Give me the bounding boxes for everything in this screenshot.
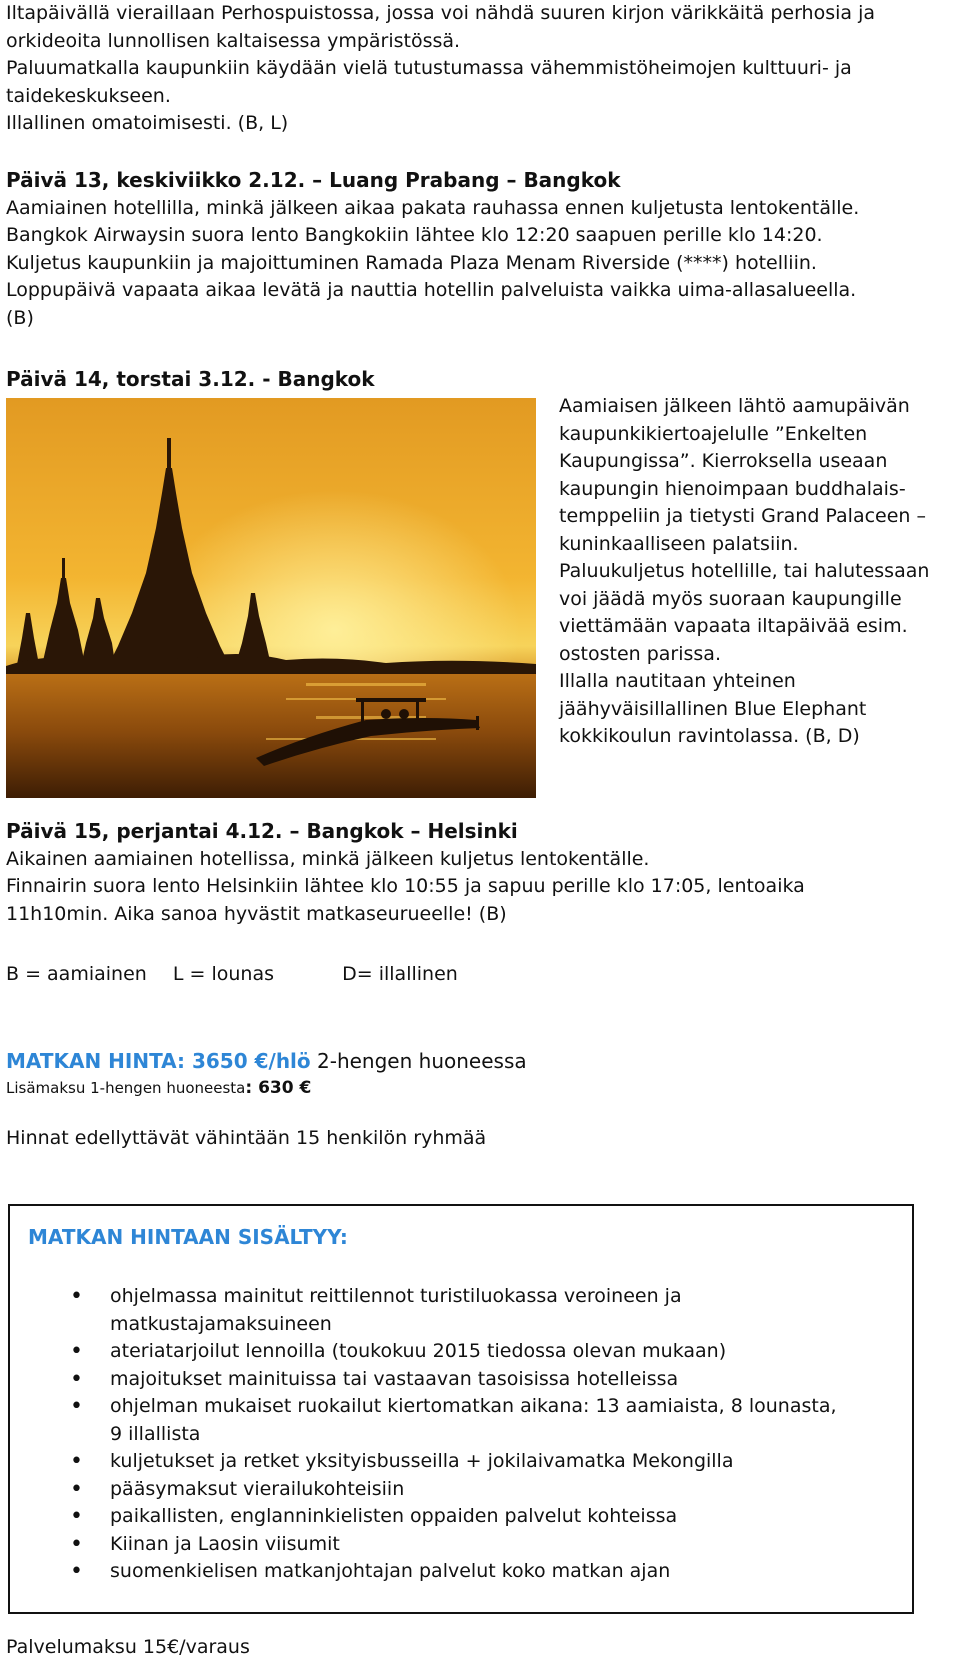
price-room-type: 2-hengen huoneessa	[310, 1049, 527, 1073]
service-fee-text: Palvelumaksu 15€/varaus	[6, 1636, 250, 1658]
day-13-section	[6, 167, 951, 332]
day-15-line: 11h10min. Aika sanoa hyvästit matkaseurueelle! (B)	[6, 902, 507, 925]
temple-sunset-photo	[6, 398, 536, 798]
intro-section	[6, 0, 951, 138]
day-14-line: Illalla nautitaan yhteinen	[559, 670, 796, 692]
bullet-icon: •	[70, 1531, 83, 1557]
bullet-icon: •	[70, 1339, 83, 1364]
bullet-icon: •	[70, 1394, 83, 1419]
day-13-heading: Päivä 13, keskiviikko 2.12. – Luang Prabang – Bangkok	[6, 168, 621, 192]
price-section	[6, 1048, 951, 1100]
day-14-line: jäähyväisillallinen Blue Elephant	[559, 697, 867, 720]
min-group-text: Hinnat edellyttävät vähintään 15 henkilön ryhmää	[6, 1127, 487, 1149]
single-supplement-label: Lisämaksu 1-hengen huoneesta	[6, 1078, 246, 1097]
intro-line-3: Illallinen omatoimisesti. (B, L)	[6, 112, 289, 134]
list-item: • suomenkielisen matkanjohtajan palvelut koko matkan ajan	[70, 1559, 671, 1584]
day-13-line: Kuljetus kaupunkiin ja majoittuminen Ramada Plaza Menam Riverside (****) hotelliin.	[6, 251, 817, 274]
day-13-line: Aamiainen hotellilla, minkä jälkeen aikaa pakata rauhassa ennen kuljetusta lentokentälle.	[6, 196, 860, 219]
bullet-icon: •	[70, 1284, 83, 1309]
day-15-line: Aikainen aamiainen hotellissa, minkä jälkeen kuljetus lentokentälle.	[6, 847, 650, 870]
day-14-line: kuninkaalliseen palatsiin.	[559, 532, 799, 555]
bullet-icon: •	[70, 1504, 83, 1529]
day-14-heading: Päivä 14, torstai 3.12. - Bangkok	[6, 367, 375, 391]
list-item: • kuljetukset ja retket yksityisbusseilla + jokilaivamatka Mekongilla	[70, 1449, 734, 1474]
day-14-line: ostosten parissa.	[559, 642, 721, 665]
list-item: • pääsymaksut vierailukohteisiin	[70, 1476, 405, 1502]
bullet-icon: •	[70, 1449, 83, 1474]
day-14-line: voi jäädä myös suoraan kaupungille	[559, 587, 902, 610]
list-item: • ateriatarjoilut lennoilla (toukokuu 2015 tiedossa olevan mukaan)	[70, 1339, 727, 1364]
day-14-line: viettämään vapaata iltapäivää esim.	[559, 615, 908, 637]
list-item: • Kiinan ja Laosin viisumit	[70, 1531, 340, 1557]
day-15-section	[6, 818, 951, 928]
list-item: • ohjelman mukaiset ruokailut kiertomatkan aikana: 13 aamiaista, 8 lounasta, 9 illallista	[70, 1394, 837, 1445]
day-14-line: Kaupungissa”. Kierroksella useaan	[559, 450, 888, 472]
day-15-line: Finnairin suora lento Helsinkiin lähtee klo 10:55 ja sapuu perille klo 17:05, lentoaika	[6, 875, 805, 897]
price-label: MATKAN HINTA: 3650 €/hlö	[6, 1049, 311, 1073]
meal-legend	[6, 961, 951, 989]
legend-breakfast: B = aamiainen	[6, 963, 147, 985]
included-list	[10, 1283, 890, 1586]
legend-lunch: L = lounas	[172, 963, 275, 985]
day-14-line: kaupunkikiertoajelulle ”Enkelten	[559, 422, 868, 445]
list-item: • majoitukset mainituissa tai vastaavan tasoisissa hotelleissa	[70, 1366, 679, 1392]
day-14-text	[559, 393, 959, 751]
day-14-section	[6, 366, 951, 394]
list-item: • paikallisten, englanninkielisten oppaiden palvelut kohteissa	[70, 1504, 678, 1529]
day-14-line: Aamiaisen jälkeen lähtö aamupäivän	[559, 395, 910, 417]
day-14-line: Paluukuljetus hotellille, tai halutessaan	[559, 560, 930, 582]
intro-line-1: Iltapäivällä vieraillaan Perhospuistossa, jossa voi nähdä suuren kirjon värikkäitä perhosia ja orkideoita lunnollisen kaltaisessa ympäristössä.	[6, 2, 875, 52]
day-15-heading: Päivä 15, perjantai 4.12. – Bangkok – Helsinki	[6, 819, 518, 843]
list-item: • ohjelmassa mainitut reittilennot turistiluokassa veroineen ja matkustajamaksuineen	[70, 1284, 682, 1335]
included-box	[8, 1204, 914, 1614]
day-13-line: Bangkok Airwaysin suora lento Bangkokiin lähtee klo 12:20 saapuen perille klo 14:20.	[6, 224, 823, 246]
service-fee	[6, 1634, 951, 1662]
min-group-note	[6, 1125, 951, 1153]
bullet-icon: •	[70, 1366, 83, 1392]
bullet-icon: •	[70, 1559, 83, 1584]
single-supplement-value: : 630 €	[245, 1077, 312, 1098]
included-title: MATKAN HINTAAN SISÄLTYY:	[28, 1225, 348, 1249]
day-14-line: kokkikoulun ravintolassa. (B, D)	[559, 725, 860, 747]
intro-line-2: Paluumatkalla kaupunkiin käydään vielä tutustumassa vähemmistöheimojen kulttuuri- ja taidekeskukseen.	[6, 57, 852, 107]
legend-dinner: D= illallinen	[342, 963, 458, 985]
day-14-line: temppeliin ja tietysti Grand Palaceen –	[559, 505, 927, 527]
day-13-line: Loppupäivä vapaata aikaa levätä ja nauttia hotellin palveluista vaikka uima-allasalueella.	[6, 279, 857, 301]
bullet-icon: •	[70, 1476, 83, 1502]
day-13-line: (B)	[6, 306, 34, 329]
day-14-line: kaupungin hienoimpaan buddhalais-	[559, 477, 906, 500]
